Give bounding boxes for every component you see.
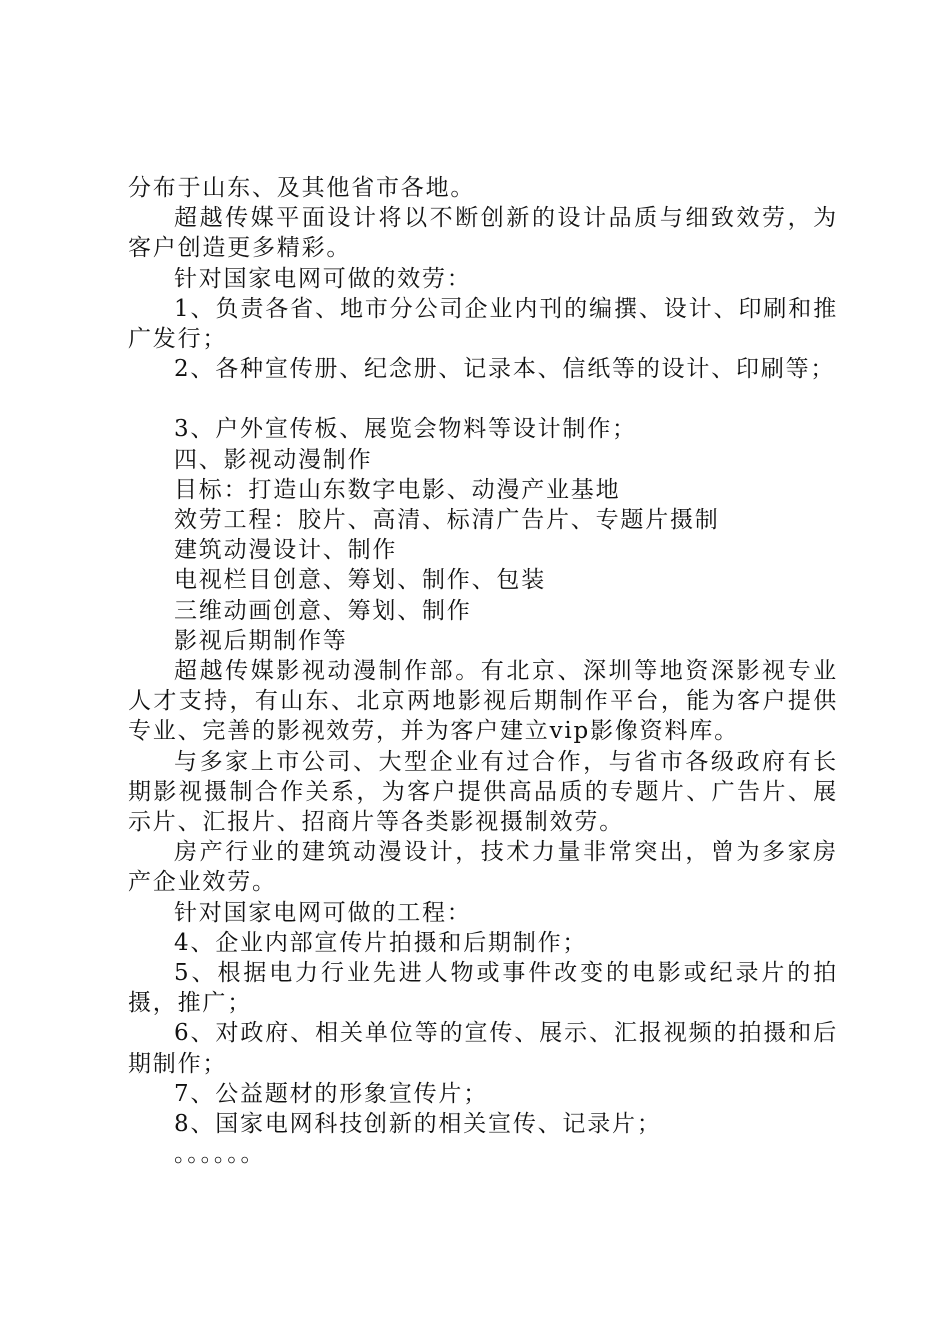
- paragraph: 三维动画创意、筹划、制作: [174, 597, 472, 624]
- list-item: 1、负责各省、地市分公司企业内刊的编撰、设计、印刷和推广发行；: [128, 295, 838, 353]
- list-item: 6、对政府、相关单位等的宣传、展示、汇报视频的拍摄和后期制作；: [128, 1020, 838, 1077]
- document-body: [128, 173, 838, 1170]
- paragraph: 与多家上市公司、大型企业有过合作，与省市各级政府有长期影视摄制合作关系，为客户提供高品质的专题片、广告片、展示片、汇报片、招商片等各类影视摄制效劳。: [128, 748, 838, 836]
- section-heading: 四、影视动漫制作: [174, 446, 373, 473]
- paragraph: 针对国家电网可做的工程：: [174, 899, 472, 926]
- paragraph: 分布于山东、及其他省市各地。: [128, 175, 476, 201]
- paragraph: 影视后期制作等: [174, 627, 348, 654]
- paragraph: 超越传媒平面设计将以不断创新的设计品质与细致效劳，为客户创造更多精彩。: [128, 205, 838, 262]
- list-item: 8、国家电网科技创新的相关宣传、记录片；: [174, 1111, 662, 1138]
- list-item: 7、公益题材的形象宣传片；: [174, 1080, 489, 1107]
- paragraph: 效劳工程：胶片、高清、标清广告片、专题片摄制: [174, 507, 720, 534]
- paragraph: 针对国家电网可做的效劳：: [174, 265, 472, 292]
- paragraph: 目标：打造山东数字电影、动漫产业基地: [174, 476, 621, 503]
- paragraph: 电视栏目创意、筹划、制作、包装: [174, 567, 546, 594]
- list-item: 4、企业内部宣传片拍摄和后期制作；: [174, 929, 588, 956]
- paragraph: 超越传媒影视动漫制作部。有北京、深圳等地资深影视专业人才支持，有山东、北京两地影视后期制作平台，能为客户提供专业、完善的影视效劳，并为客户建立vip影像资料库。: [128, 658, 838, 745]
- list-item: 3、户外宣传板、展览会物料等设计制作；: [174, 416, 637, 443]
- paragraph: 建筑动漫设计、制作: [174, 537, 398, 564]
- list-item: 2、各种宣传册、纪念册、记录本、信纸等的设计、印刷等；: [174, 356, 836, 383]
- paragraph: 房产行业的建筑动漫设计，技术力量非常突出，曾为多家房产企业效劳。: [128, 839, 838, 896]
- blank-line: [128, 384, 838, 414]
- ellipsis: 。。。。。。: [174, 1141, 266, 1168]
- list-item: 5、根据电力行业先进人物或事件改变的电影或纪录片的拍摄，推广；: [128, 960, 838, 1017]
